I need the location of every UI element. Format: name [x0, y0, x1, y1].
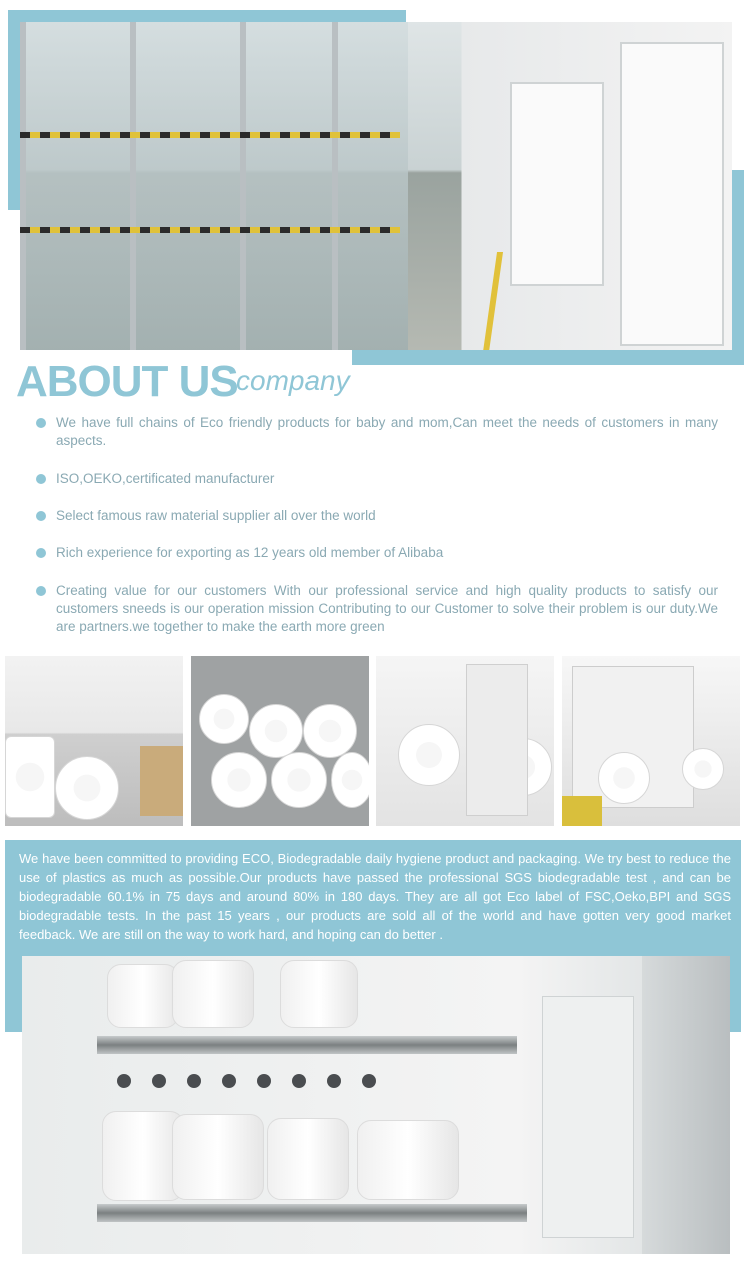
bullet-dot-icon: [36, 586, 46, 596]
list-item: We have full chains of Eco friendly products for baby and mom,Can meet the needs of customers in many aspects.: [36, 414, 718, 450]
list-item: ISO,OEKO,certificated manufacturer: [36, 470, 718, 488]
about-us-title: ABOUT US: [16, 357, 238, 406]
bullet-dot-icon: [36, 474, 46, 484]
paper-rolls-photo: [191, 656, 369, 826]
production-machine-photo: [376, 656, 554, 826]
warehouse-rolls-photo: [5, 656, 183, 826]
factory-hero-photo: [20, 22, 732, 350]
list-item: Select famous raw material supplier all over the world: [36, 507, 718, 525]
feature-list: [36, 414, 718, 636]
company-subtitle: company: [236, 365, 350, 396]
bullet-dot-icon: [36, 418, 46, 428]
slitting-machine-photo: [22, 956, 730, 1254]
rewinding-machine-photo: [562, 656, 740, 826]
list-item: Creating value for our customers With our professional service and high quality products to satisfy our customers sneeds is our operation mission Contributing to our Customer to solve their problem is our duty.We are partners.we together to make the earth more green: [36, 582, 718, 636]
list-item: Rich experience for exporting as 12 years old member of Alibaba: [36, 544, 718, 562]
company-description: We have been committed to providing ECO, Biodegradable daily hygiene product and packaging. We try best to reduce the use of plastics as much as possible.Our products have passed the professional SGS biodegradable test , and can be biodegradable 60.1% in 75 days and around 80% in 180 days. They are all got Eco label of FSC,Oeko,BPI and SGS biodegradable tests. In the past 15 years , our products are sold all of the world and have gotten very good market feedback. We are still on the way to work hard, and hoping can do better .: [19, 851, 731, 942]
bullet-dot-icon: [36, 548, 46, 558]
bullet-dot-icon: [36, 511, 46, 521]
